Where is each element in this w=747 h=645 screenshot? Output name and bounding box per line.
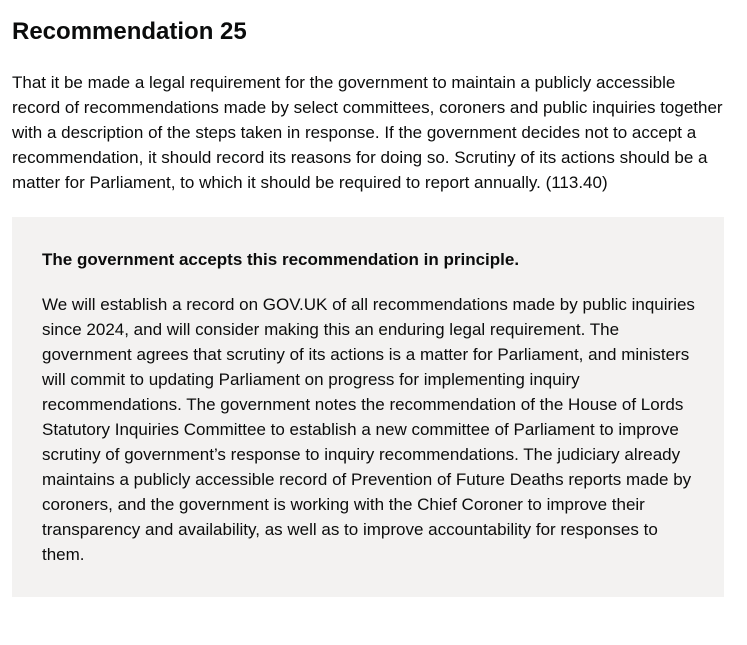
recommendation-heading: Recommendation 25	[12, 18, 247, 45]
response-body: We will establish a record on GOV.UK of all recommendations made by public inquiries since 2024, and will consider making this an enduring legal requirement. The government agrees that scrutiny of its actions is a matter for Parliament, and ministers will commit to updating Parliament on progress for implementing inquiry recommendations. The government notes the recommendation of the House of Lords Statutory Inquiries Committee to establish a new committee of Parliament to improve scrutiny of government’s response to inquiry recommendations. The judiciary already maintains a publicly accessible record of Prevention of Future Deaths reports made by coroners, and the government is working with the Chief Coroner to improve their transparency and availability, as well as to improve accountability for responses to them.	[42, 295, 695, 564]
recommendation-text: That it be made a legal requirement for the government to maintain a publicly accessible record of recommendations made by select committees, coroners and public inquiries together with a description of the steps taken in response. If the government decides not to accept a recommendation, it should record its reasons for doing so. Scrutiny of its actions should be a matter for Parliament, to which it should be required to report annually. (113.40)	[12, 73, 723, 192]
government-response-panel	[12, 217, 724, 597]
response-title: The government accepts this recommendation in principle.	[42, 250, 520, 269]
